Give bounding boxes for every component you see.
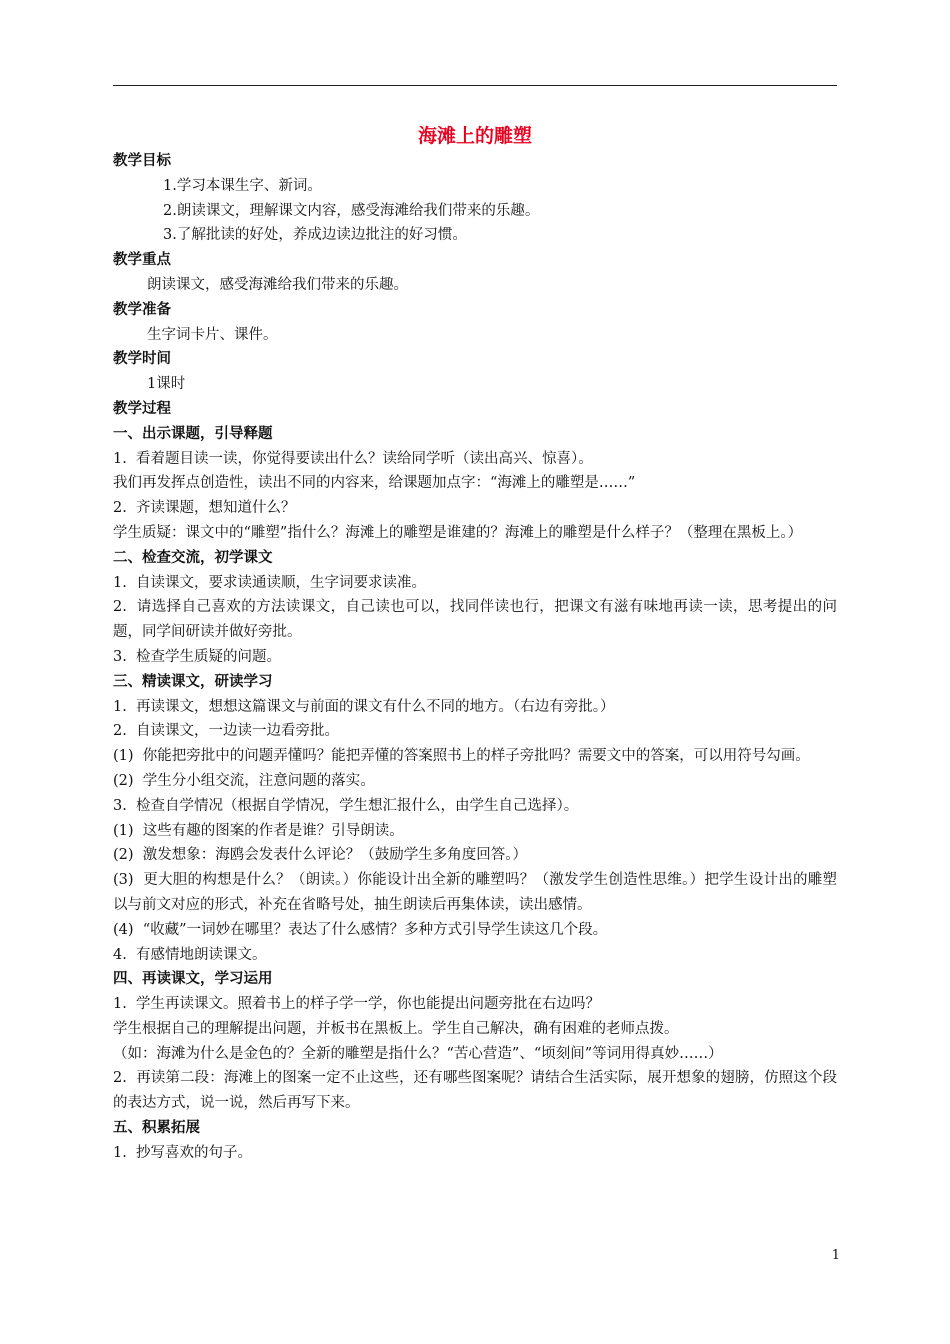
document-body: [113, 149, 837, 1166]
paragraph: 2. 请选择自己喜欢的方法读课文，自己读也可以，找同伴读也行，把课文有滋有味地再读一读，思考提出的问题，同学间研读并做好旁批。: [113, 599, 837, 641]
subsection-heading: 一、出示课题，引导释题: [113, 425, 273, 442]
paragraph: 学生根据自己的理解提出问题，并板书在黑板上。学生自己解决，确有困难的老师点拨。: [113, 1020, 679, 1037]
section-heading: 教学重点: [113, 252, 171, 269]
paragraph: 1. 抄写喜欢的句子。: [113, 1144, 253, 1161]
paragraph: 生字词卡片、课件。: [147, 326, 278, 343]
paragraph: 我们再发挥点创造性，读出不同的内容来，给课题加点字：“海滩上的雕塑是……”: [113, 475, 636, 492]
paragraph: 1. 看着题目读一读，你觉得要读出什么？读给同学听（读出高兴、惊喜）。: [113, 450, 593, 467]
document-title: 海滩上的雕塑: [417, 125, 532, 147]
paragraph: (2) 学生分小组交流，注意问题的落实。: [113, 772, 375, 789]
paragraph: 学生质疑：课文中的“雕塑”指什么？海滩上的雕塑是谁建的？海滩上的雕塑是什么样子？（整理在黑板上。）: [113, 524, 803, 541]
paragraph: 1. 学生再读课文。照着书上的样子学一学，你也能提出问题旁批在右边吗？: [113, 996, 601, 1013]
paragraph: (1) 你能把旁批中的问题弄懂吗？能把弄懂的答案照书上的样子旁批吗？需要文中的答案，可以用符号勾画。: [113, 748, 810, 765]
section-heading: 教学目标: [113, 153, 171, 169]
paragraph: (1) 这些有趣的图案的作者是谁？引导朗读。: [113, 822, 404, 839]
paragraph: 1课时: [147, 376, 186, 393]
subsection-heading: 三、精读课文，研读学习: [113, 673, 273, 690]
paragraph: （如：海滩为什么是金色的？全新的雕塑是指什么？“苦心营造”、“顷刻间”等词用得真妙……）: [113, 1045, 723, 1062]
paragraph: 3.了解批读的好处，养成边读边批注的好习惯。: [163, 227, 467, 244]
paragraph: 3. 检查学生质疑的问题。: [113, 648, 282, 665]
paragraph: 2. 再读第二段：海滩上的图案一定不止这些，还有哪些图案呢？请结合生活实际，展开想象的翅膀，仿照这个段的表达方式，说一说，然后再写下来。: [113, 1070, 837, 1112]
section-heading: 教学过程: [113, 400, 171, 417]
section-heading: 教学时间: [113, 351, 171, 368]
paragraph: (2) 激发想象：海鸥会发表什么评论？（鼓励学生多角度回答。）: [113, 847, 528, 864]
paragraph: 2. 自读课文，一边读一边看旁批。: [113, 723, 340, 740]
paragraph: 2. 齐读课题，想知道什么？: [113, 500, 296, 517]
subsection-heading: 二、检查交流，初学课文: [113, 549, 273, 566]
subsection-heading: 四、再读课文，学习运用: [113, 971, 273, 988]
paragraph: 2.朗读课文，理解课文内容，感受海滩给我们带来的乐趣。: [163, 202, 540, 219]
paragraph: 1. 自读课文，要求读通读顺，生字词要求读准。: [113, 574, 427, 591]
section-heading: 教学准备: [113, 301, 171, 318]
paragraph: 1.学习本课生字、新词。: [163, 177, 322, 194]
paragraph: 4. 有感情地朗读课文。: [113, 946, 267, 963]
paragraph: (3) 更大胆的构想是什么？（朗读。）你能设计出全新的雕塑吗？（激发学生创造性思维。）把学生设计出的雕塑以与前文对应的形式，补充在省略号处，抽生朗读后再集体读，读出感情。: [113, 872, 837, 913]
header-rule: [113, 85, 837, 86]
paragraph: 3. 检查自学情况（根据自学情况，学生想汇报什么，由学生自己选择）。: [113, 797, 579, 814]
paragraph: 1. 再读课文，想想这篇课文与前面的课文有什么不同的地方。（右边有旁批。）: [113, 698, 615, 715]
page-number: 1: [831, 1248, 840, 1263]
paragraph: (4) “收藏”一词妙在哪里？表达了什么感情？多种方式引导学生读这几个段。: [113, 921, 608, 938]
subsection-heading: 五、积累拓展: [113, 1120, 200, 1137]
paragraph: 朗读课文，感受海滩给我们带来的乐趣。: [147, 276, 408, 293]
